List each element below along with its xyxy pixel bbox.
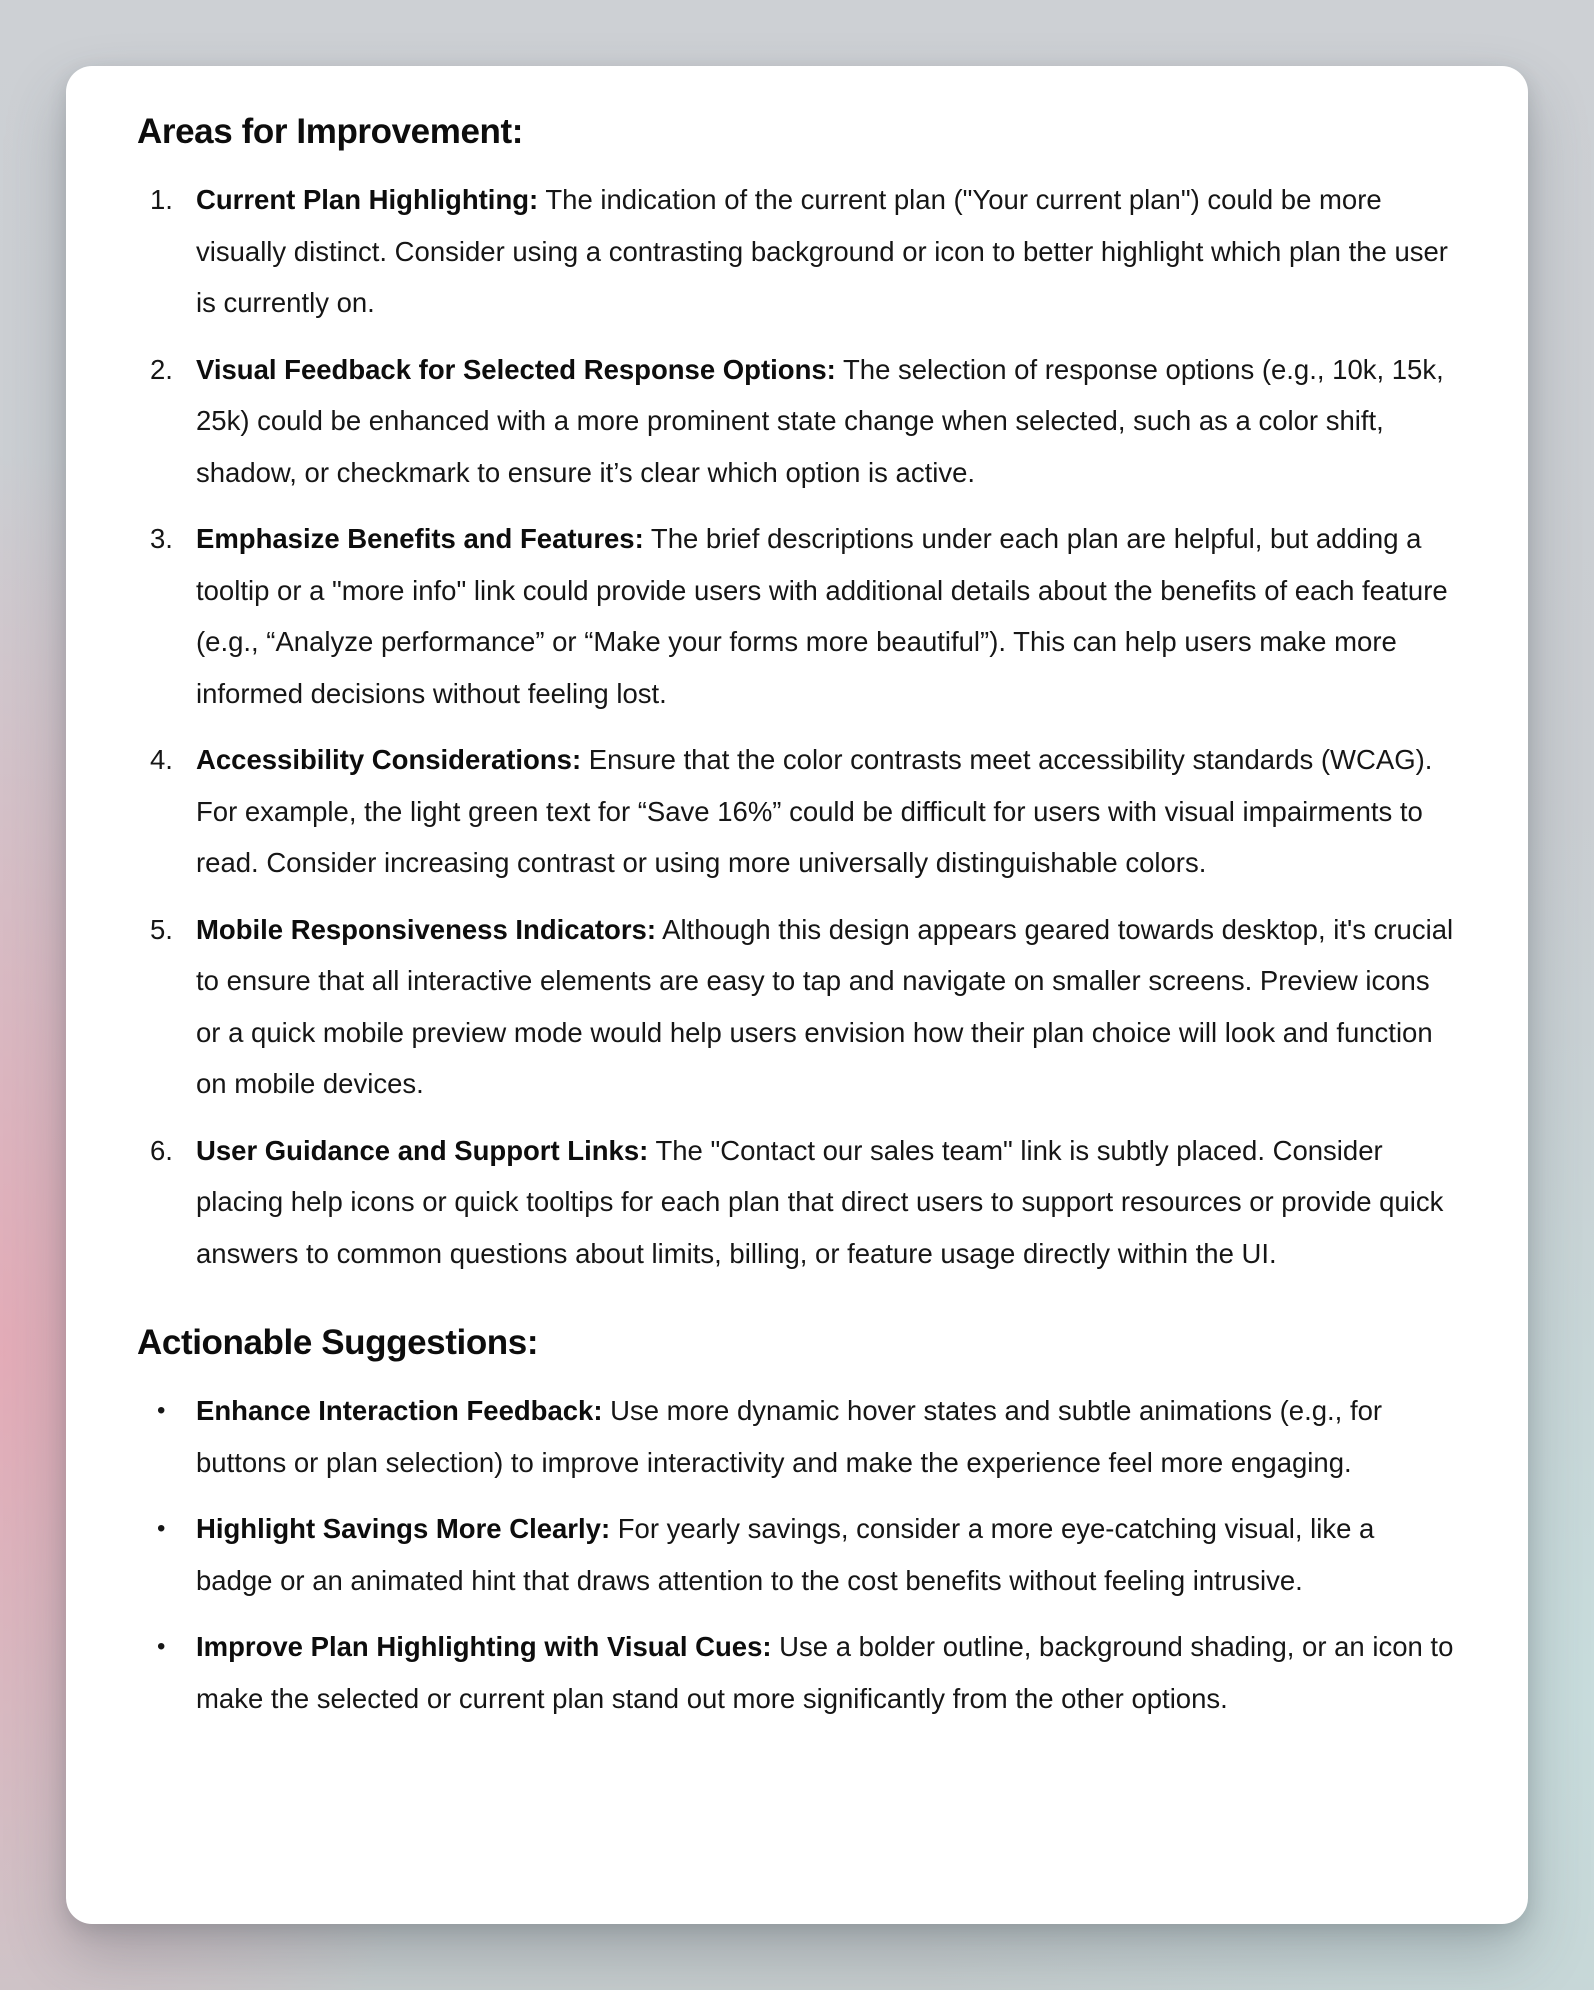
list-item-title: Mobile Responsiveness Indicators: [196,913,656,945]
list-item-number: 5. [150,913,173,945]
list-item-text: The indication of the current plan ("Your current plan") could be more visually distinct. Consider using a contrasting background or icon to better highlight which plan the user is currently on. [196,184,1448,318]
list-item-title: Enhance Interaction Feedback: [196,1395,603,1426]
list-item-number: 1. [150,184,173,215]
list-item-title: Current Plan Highlighting: [196,184,539,215]
suggestions-heading: Actionable Suggestions: [137,1323,539,1362]
list-item [137,1621,1458,1724]
list-item-text: Use a bolder outline, background shading, or an icon to make the selected or current plan stand out more significantly from the other options. [196,1631,1454,1714]
list-item [137,174,1458,329]
list-item-text: For yearly savings, consider a more eye-catching visual, like a badge or an animated hint that draws attention to the cost benefits without feeling intrusive. [196,1513,1375,1596]
list-item-number: 4. [150,744,173,775]
list-item-text: The selection of response options (e.g., 10k, 15k, 25k) could be enhanced with a more prominent state change when selected, such as a color shift, shadow, or checkmark to ensure it’s clear which option is active. [196,353,1444,488]
list-item-text: Although this design appears geared towards desktop, it's crucial to ensure that all interactive elements are easy to tap and navigate on smaller screens. Preview icons or a quick mobile preview mode would help users envision how their plan choice will look and function on mobile devices. [196,913,1454,1099]
list-item-title: Highlight Savings More Clearly: [196,1513,611,1544]
list-item-text: The "Contact our sales team" link is subtly placed. Consider placing help icons or quick tooltips for each plan that direct users to support resources or provide quick answers to common questions about limits, billing, or feature usage directly within the UI. [196,1134,1444,1269]
suggestions-list [137,1385,1458,1724]
list-item-title: Emphasize Benefits and Features: [196,523,644,554]
list-item [137,1503,1458,1606]
list-item-text: The brief descriptions under each plan are helpful, but adding a tooltip or a "more info" link could provide users with additional details about the benefits of each feature (e.g., “Analyze performance” or “Make your forms more beautiful”). This can help users make more informed decisions without feeling lost. [196,523,1448,709]
list-item-title: Visual Feedback for Selected Response Options: [196,353,836,385]
list-item-title: Accessibility Considerations: [196,744,582,775]
bullet-icon: • [157,1633,166,1660]
list-item-number: 6. [150,1134,173,1166]
list-item [137,1385,1458,1488]
list-item [137,1125,1458,1280]
list-item-title: Improve Plan Highlighting with Visual Cues: [196,1631,772,1662]
list-item [137,904,1458,1110]
improvements-heading: Areas for Improvement: [137,112,524,151]
list-item [137,734,1458,889]
bullet-icon: • [157,1397,166,1424]
list-item-number: 2. [150,353,173,385]
list-item-text: Ensure that the color contrasts meet accessibility standards (WCAG). For example, the light green text for “Save 16%” could be difficult for users with visual impairments to read. Consider increasing contrast or using more universally distinguishable colors. [196,744,1433,878]
list-item [137,513,1458,719]
list-item-number: 3. [150,523,173,554]
list-item [137,344,1458,499]
list-item-text: Use more dynamic hover states and subtle animations (e.g., for buttons or plan selection) to improve interactivity and make the experience feel more engaging. [196,1395,1383,1478]
improvements-list [137,174,1458,1279]
content-card [66,66,1528,1924]
bullet-icon: • [157,1515,166,1542]
list-item-title: User Guidance and Support Links: [196,1134,649,1166]
